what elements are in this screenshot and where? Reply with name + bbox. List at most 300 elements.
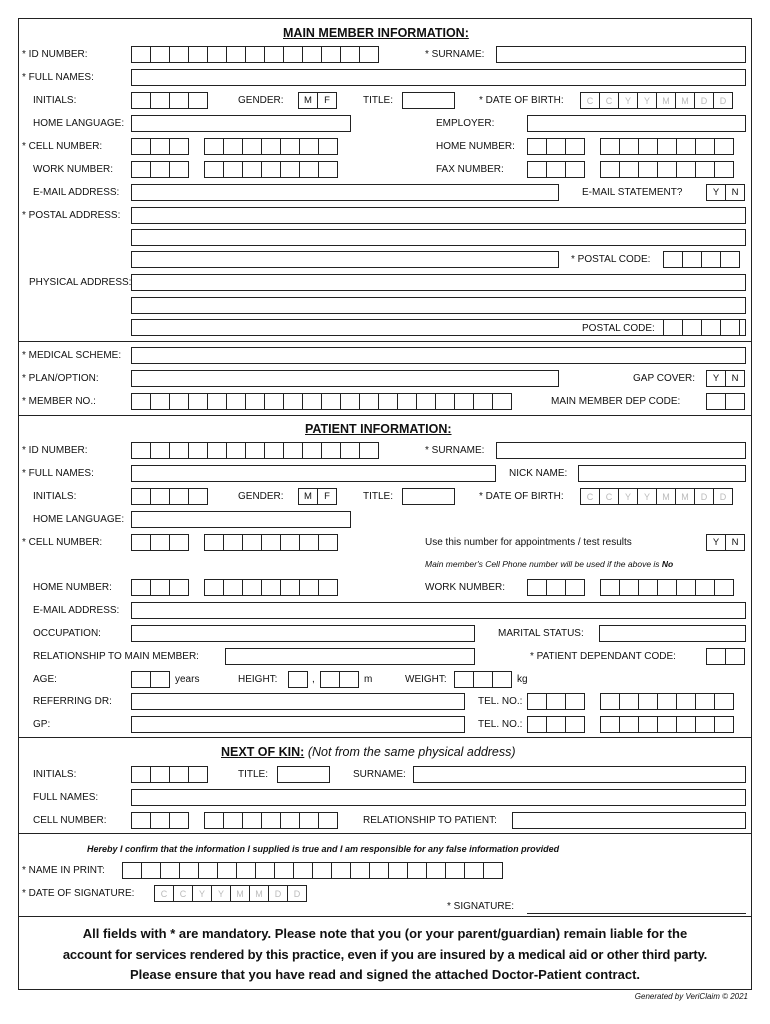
full-names-field[interactable]	[131, 69, 746, 86]
entry-cell[interactable]	[280, 138, 300, 155]
entry-cell[interactable]	[150, 442, 170, 459]
entry-cell[interactable]	[261, 161, 281, 178]
entry-cell[interactable]	[188, 92, 208, 109]
entry-cell[interactable]	[676, 161, 696, 178]
gp-tel-number-cells[interactable]	[600, 716, 733, 733]
entry-cell[interactable]	[131, 46, 151, 63]
patient-work-code-cells[interactable]	[527, 579, 584, 596]
name-in-print-cells[interactable]	[122, 862, 502, 879]
patient-email-field[interactable]	[131, 602, 746, 619]
signature-date-cells[interactable]	[154, 885, 306, 902]
entry-cell[interactable]	[714, 138, 734, 155]
entry-cell[interactable]	[701, 251, 721, 268]
entry-cell[interactable]	[426, 862, 446, 879]
entry-cell[interactable]	[676, 716, 696, 733]
physical-address-line1[interactable]	[131, 274, 746, 291]
entry-cell[interactable]	[318, 138, 338, 155]
entry-cell[interactable]	[169, 579, 189, 596]
entry-cell[interactable]	[350, 862, 370, 879]
entry-cell[interactable]	[242, 161, 262, 178]
patient-home-code-cells[interactable]	[131, 579, 188, 596]
email-field[interactable]	[131, 184, 559, 201]
entry-cell[interactable]	[169, 46, 189, 63]
entry-cell[interactable]	[150, 46, 170, 63]
entry-cell[interactable]	[565, 161, 585, 178]
entry-cell[interactable]	[359, 46, 379, 63]
entry-cell[interactable]	[527, 693, 547, 710]
patient-cell-code-cells[interactable]	[131, 534, 188, 551]
entry-cell[interactable]	[226, 46, 246, 63]
entry-cell[interactable]	[546, 693, 566, 710]
patient-work-number-cells[interactable]	[600, 579, 733, 596]
date-cell[interactable]: Y	[618, 92, 638, 109]
entry-cell[interactable]	[318, 161, 338, 178]
entry-cell[interactable]	[204, 579, 224, 596]
date-cell[interactable]: Y	[211, 885, 231, 902]
option-f[interactable]: F	[317, 92, 337, 109]
entry-cell[interactable]	[207, 442, 227, 459]
entry-cell[interactable]	[223, 579, 243, 596]
entry-cell[interactable]	[150, 766, 170, 783]
patient-surname-field[interactable]	[496, 442, 746, 459]
marital-status-field[interactable]	[599, 625, 746, 642]
entry-cell[interactable]	[223, 812, 243, 829]
entry-cell[interactable]	[302, 442, 322, 459]
entry-cell[interactable]	[565, 716, 585, 733]
member-no-cells[interactable]	[131, 393, 511, 410]
entry-cell[interactable]	[600, 579, 620, 596]
option-n[interactable]: N	[725, 370, 745, 387]
employer-field[interactable]	[527, 115, 746, 132]
work-number-cells[interactable]	[204, 161, 337, 178]
entry-cell[interactable]	[302, 46, 322, 63]
entry-cell[interactable]	[169, 534, 189, 551]
entry-cell[interactable]	[150, 92, 170, 109]
entry-cell[interactable]	[619, 138, 639, 155]
patient-home-language-field[interactable]	[131, 511, 351, 528]
entry-cell[interactable]	[546, 716, 566, 733]
entry-cell[interactable]	[207, 46, 227, 63]
date-cell[interactable]: M	[249, 885, 269, 902]
entry-cell[interactable]	[701, 319, 721, 336]
entry-cell[interactable]	[223, 138, 243, 155]
entry-cell[interactable]	[261, 534, 281, 551]
entry-cell[interactable]	[638, 693, 658, 710]
entry-cell[interactable]	[619, 716, 639, 733]
entry-cell[interactable]	[682, 251, 702, 268]
entry-cell[interactable]	[261, 579, 281, 596]
home-number-cells[interactable]	[600, 138, 733, 155]
entry-cell[interactable]	[242, 579, 262, 596]
gp-tel-code-cells[interactable]	[527, 716, 584, 733]
entry-cell[interactable]	[318, 579, 338, 596]
age-cells[interactable]	[131, 671, 169, 688]
entry-cell[interactable]	[169, 138, 189, 155]
postal-code-cells[interactable]	[663, 251, 739, 268]
entry-cell[interactable]	[695, 716, 715, 733]
entry-cell[interactable]	[695, 161, 715, 178]
entry-cell[interactable]	[340, 442, 360, 459]
entry-cell[interactable]	[454, 393, 474, 410]
entry-cell[interactable]	[725, 648, 745, 665]
entry-cell[interactable]	[600, 138, 620, 155]
entry-cell[interactable]	[150, 671, 170, 688]
gap-cover-options[interactable]	[706, 370, 744, 387]
entry-cell[interactable]	[223, 534, 243, 551]
patient-gender-options[interactable]	[298, 488, 336, 505]
entry-cell[interactable]	[169, 393, 189, 410]
entry-cell[interactable]	[141, 862, 161, 879]
entry-cell[interactable]	[657, 161, 677, 178]
date-cell[interactable]: C	[580, 92, 600, 109]
entry-cell[interactable]	[682, 319, 702, 336]
physical-postal-code-cells[interactable]	[663, 319, 739, 336]
date-cell[interactable]: M	[675, 92, 695, 109]
entry-cell[interactable]	[473, 393, 493, 410]
kin-full-names-field[interactable]	[131, 789, 746, 806]
entry-cell[interactable]	[321, 46, 341, 63]
option-y[interactable]: Y	[706, 370, 726, 387]
entry-cell[interactable]	[695, 693, 715, 710]
date-cell[interactable]: C	[599, 92, 619, 109]
date-cell[interactable]: Y	[637, 488, 657, 505]
entry-cell[interactable]	[416, 393, 436, 410]
patient-cell-number-cells[interactable]	[204, 534, 337, 551]
cell-code-cells[interactable]	[131, 138, 188, 155]
entry-cell[interactable]	[131, 812, 151, 829]
entry-cell[interactable]	[204, 534, 224, 551]
entry-cell[interactable]	[339, 671, 359, 688]
entry-cell[interactable]	[299, 812, 319, 829]
entry-cell[interactable]	[706, 648, 726, 665]
entry-cell[interactable]	[663, 251, 683, 268]
dep-code-cells[interactable]	[706, 393, 744, 410]
weight-cells[interactable]	[454, 671, 511, 688]
entry-cell[interactable]	[464, 862, 484, 879]
entry-cell[interactable]	[223, 161, 243, 178]
date-cell[interactable]: Y	[192, 885, 212, 902]
entry-cell[interactable]	[131, 671, 151, 688]
entry-cell[interactable]	[188, 766, 208, 783]
date-cell[interactable]: C	[173, 885, 193, 902]
occupation-field[interactable]	[131, 625, 475, 642]
entry-cell[interactable]	[204, 812, 224, 829]
entry-cell[interactable]	[207, 393, 227, 410]
entry-cell[interactable]	[638, 716, 658, 733]
referring-dr-field[interactable]	[131, 693, 465, 710]
entry-cell[interactable]	[312, 862, 332, 879]
entry-cell[interactable]	[638, 138, 658, 155]
entry-cell[interactable]	[242, 534, 262, 551]
entry-cell[interactable]	[169, 488, 189, 505]
entry-cell[interactable]	[435, 393, 455, 410]
dob-cells[interactable]	[580, 92, 732, 109]
dependant-code-cells[interactable]	[706, 648, 744, 665]
entry-cell[interactable]	[261, 138, 281, 155]
entry-cell[interactable]	[280, 812, 300, 829]
entry-cell[interactable]	[725, 393, 745, 410]
date-cell[interactable]: M	[230, 885, 250, 902]
entry-cell[interactable]	[676, 579, 696, 596]
entry-cell[interactable]	[169, 766, 189, 783]
plan-option-field[interactable]	[131, 370, 559, 387]
entry-cell[interactable]	[283, 46, 303, 63]
entry-cell[interactable]	[546, 138, 566, 155]
entry-cell[interactable]	[150, 138, 170, 155]
entry-cell[interactable]	[188, 488, 208, 505]
patient-full-names-field[interactable]	[131, 465, 496, 482]
entry-cell[interactable]	[150, 579, 170, 596]
entry-cell[interactable]	[318, 534, 338, 551]
work-code-cells[interactable]	[131, 161, 188, 178]
height-cm-cells[interactable]	[320, 671, 358, 688]
date-cell[interactable]: C	[580, 488, 600, 505]
option-m[interactable]: M	[298, 92, 318, 109]
entry-cell[interactable]	[283, 442, 303, 459]
entry-cell[interactable]	[720, 251, 740, 268]
entry-cell[interactable]	[320, 671, 340, 688]
entry-cell[interactable]	[131, 138, 151, 155]
entry-cell[interactable]	[122, 862, 142, 879]
entry-cell[interactable]	[245, 442, 265, 459]
date-cell[interactable]: C	[154, 885, 174, 902]
initials-cells[interactable]	[131, 92, 207, 109]
entry-cell[interactable]	[280, 161, 300, 178]
entry-cell[interactable]	[695, 579, 715, 596]
fax-code-cells[interactable]	[527, 161, 584, 178]
relationship-field[interactable]	[225, 648, 475, 665]
entry-cell[interactable]	[720, 319, 740, 336]
entry-cell[interactable]	[473, 671, 493, 688]
entry-cell[interactable]	[527, 716, 547, 733]
kin-initials-cells[interactable]	[131, 766, 207, 783]
patient-initials-cells[interactable]	[131, 488, 207, 505]
entry-cell[interactable]	[663, 319, 683, 336]
entry-cell[interactable]	[676, 693, 696, 710]
id-number-cells[interactable]	[131, 46, 378, 63]
patient-home-number-cells[interactable]	[204, 579, 337, 596]
referring-tel-number-cells[interactable]	[600, 693, 733, 710]
option-m[interactable]: M	[298, 488, 318, 505]
entry-cell[interactable]	[261, 812, 281, 829]
entry-cell[interactable]	[131, 488, 151, 505]
entry-cell[interactable]	[565, 138, 585, 155]
entry-cell[interactable]	[169, 161, 189, 178]
entry-cell[interactable]	[131, 766, 151, 783]
entry-cell[interactable]	[245, 46, 265, 63]
entry-cell[interactable]	[150, 393, 170, 410]
entry-cell[interactable]	[131, 161, 151, 178]
entry-cell[interactable]	[169, 442, 189, 459]
title-field[interactable]	[402, 92, 455, 109]
entry-cell[interactable]	[236, 862, 256, 879]
cell-number-cells[interactable]	[204, 138, 337, 155]
date-cell[interactable]: Y	[637, 92, 657, 109]
entry-cell[interactable]	[600, 716, 620, 733]
date-cell[interactable]: M	[656, 488, 676, 505]
entry-cell[interactable]	[188, 442, 208, 459]
home-code-cells[interactable]	[527, 138, 584, 155]
entry-cell[interactable]	[483, 862, 503, 879]
medical-scheme-field[interactable]	[131, 347, 746, 364]
entry-cell[interactable]	[188, 46, 208, 63]
option-n[interactable]: N	[725, 184, 745, 201]
entry-cell[interactable]	[169, 92, 189, 109]
entry-cell[interactable]	[255, 862, 275, 879]
entry-cell[interactable]	[131, 534, 151, 551]
entry-cell[interactable]	[288, 671, 308, 688]
entry-cell[interactable]	[714, 716, 734, 733]
postal-address-line1[interactable]	[131, 207, 746, 224]
entry-cell[interactable]	[619, 161, 639, 178]
entry-cell[interactable]	[331, 862, 351, 879]
postal-address-line3[interactable]	[131, 251, 559, 268]
entry-cell[interactable]	[600, 161, 620, 178]
entry-cell[interactable]	[388, 862, 408, 879]
gp-field[interactable]	[131, 716, 465, 733]
kin-cell-number-cells[interactable]	[204, 812, 337, 829]
entry-cell[interactable]	[676, 138, 696, 155]
entry-cell[interactable]	[695, 138, 715, 155]
entry-cell[interactable]	[150, 812, 170, 829]
entry-cell[interactable]	[714, 579, 734, 596]
entry-cell[interactable]	[714, 693, 734, 710]
date-cell[interactable]: D	[268, 885, 288, 902]
entry-cell[interactable]	[264, 442, 284, 459]
entry-cell[interactable]	[131, 393, 151, 410]
date-cell[interactable]: M	[656, 92, 676, 109]
entry-cell[interactable]	[299, 579, 319, 596]
entry-cell[interactable]	[226, 442, 246, 459]
email-statement-options[interactable]	[706, 184, 744, 201]
entry-cell[interactable]	[150, 161, 170, 178]
patient-id-cells[interactable]	[131, 442, 378, 459]
option-n[interactable]: N	[725, 534, 745, 551]
date-cell[interactable]: D	[287, 885, 307, 902]
entry-cell[interactable]	[226, 393, 246, 410]
entry-cell[interactable]	[264, 46, 284, 63]
entry-cell[interactable]	[527, 161, 547, 178]
use-number-options[interactable]	[706, 534, 744, 551]
signature-line[interactable]	[527, 913, 746, 914]
entry-cell[interactable]	[657, 138, 677, 155]
patient-dob-cells[interactable]	[580, 488, 732, 505]
entry-cell[interactable]	[565, 579, 585, 596]
fax-number-cells[interactable]	[600, 161, 733, 178]
entry-cell[interactable]	[188, 393, 208, 410]
entry-cell[interactable]	[150, 488, 170, 505]
entry-cell[interactable]	[204, 161, 224, 178]
entry-cell[interactable]	[131, 442, 151, 459]
entry-cell[interactable]	[280, 579, 300, 596]
entry-cell[interactable]	[340, 393, 360, 410]
entry-cell[interactable]	[369, 862, 389, 879]
entry-cell[interactable]	[150, 534, 170, 551]
entry-cell[interactable]	[619, 579, 639, 596]
entry-cell[interactable]	[600, 693, 620, 710]
entry-cell[interactable]	[378, 393, 398, 410]
kin-surname-field[interactable]	[413, 766, 746, 783]
entry-cell[interactable]	[204, 138, 224, 155]
entry-cell[interactable]	[706, 393, 726, 410]
option-y[interactable]: Y	[706, 184, 726, 201]
entry-cell[interactable]	[302, 393, 322, 410]
date-cell[interactable]: M	[675, 488, 695, 505]
entry-cell[interactable]	[160, 862, 180, 879]
patient-title-field[interactable]	[402, 488, 455, 505]
entry-cell[interactable]	[638, 161, 658, 178]
date-cell[interactable]: D	[694, 488, 714, 505]
surname-field[interactable]	[496, 46, 746, 63]
nick-name-field[interactable]	[578, 465, 746, 482]
entry-cell[interactable]	[242, 812, 262, 829]
entry-cell[interactable]	[280, 534, 300, 551]
entry-cell[interactable]	[299, 138, 319, 155]
entry-cell[interactable]	[397, 393, 417, 410]
entry-cell[interactable]	[359, 442, 379, 459]
entry-cell[interactable]	[619, 693, 639, 710]
entry-cell[interactable]	[283, 393, 303, 410]
entry-cell[interactable]	[657, 693, 677, 710]
entry-cell[interactable]	[445, 862, 465, 879]
entry-cell[interactable]	[264, 393, 284, 410]
entry-cell[interactable]	[299, 534, 319, 551]
entry-cell[interactable]	[527, 138, 547, 155]
entry-cell[interactable]	[293, 862, 313, 879]
entry-cell[interactable]	[359, 393, 379, 410]
entry-cell[interactable]	[492, 671, 512, 688]
entry-cell[interactable]	[274, 862, 294, 879]
entry-cell[interactable]	[714, 161, 734, 178]
entry-cell[interactable]	[318, 812, 338, 829]
home-language-field[interactable]	[131, 115, 351, 132]
height-m-cell[interactable]	[288, 671, 307, 688]
entry-cell[interactable]	[299, 161, 319, 178]
entry-cell[interactable]	[242, 138, 262, 155]
option-f[interactable]: F	[317, 488, 337, 505]
kin-title-field[interactable]	[277, 766, 330, 783]
option-y[interactable]: Y	[706, 534, 726, 551]
date-cell[interactable]: D	[694, 92, 714, 109]
date-cell[interactable]: D	[713, 92, 733, 109]
entry-cell[interactable]	[657, 579, 677, 596]
entry-cell[interactable]	[321, 442, 341, 459]
entry-cell[interactable]	[321, 393, 341, 410]
physical-address-line2[interactable]	[131, 297, 746, 314]
entry-cell[interactable]	[657, 716, 677, 733]
entry-cell[interactable]	[198, 862, 218, 879]
entry-cell[interactable]	[546, 579, 566, 596]
entry-cell[interactable]	[169, 812, 189, 829]
entry-cell[interactable]	[131, 579, 151, 596]
entry-cell[interactable]	[565, 693, 585, 710]
entry-cell[interactable]	[131, 92, 151, 109]
entry-cell[interactable]	[245, 393, 265, 410]
referring-tel-code-cells[interactable]	[527, 693, 584, 710]
entry-cell[interactable]	[179, 862, 199, 879]
entry-cell[interactable]	[217, 862, 237, 879]
entry-cell[interactable]	[492, 393, 512, 410]
date-cell[interactable]: C	[599, 488, 619, 505]
entry-cell[interactable]	[407, 862, 427, 879]
entry-cell[interactable]	[638, 579, 658, 596]
date-cell[interactable]: Y	[618, 488, 638, 505]
entry-cell[interactable]	[546, 161, 566, 178]
entry-cell[interactable]	[527, 579, 547, 596]
date-cell[interactable]: D	[713, 488, 733, 505]
postal-address-line2[interactable]	[131, 229, 746, 246]
kin-relationship-field[interactable]	[512, 812, 746, 829]
